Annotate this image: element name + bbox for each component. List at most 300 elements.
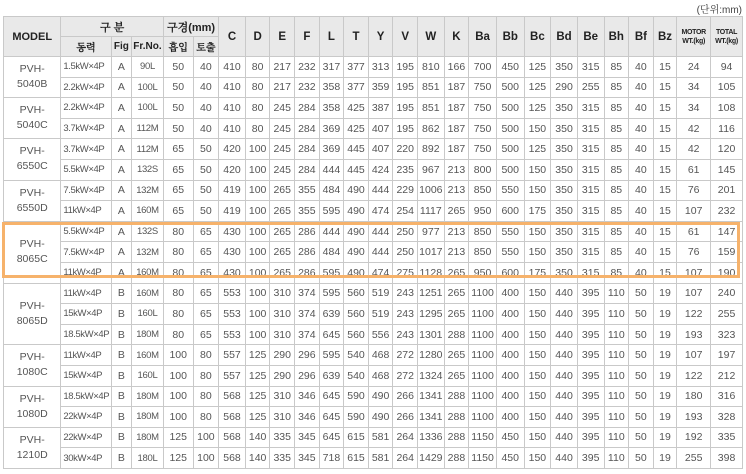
dimension-cell: 175: [524, 262, 551, 283]
dimension-cell: 315: [577, 242, 604, 263]
power-cell: 22kW×4P: [61, 407, 111, 428]
dimension-cell: 245: [270, 139, 295, 160]
frame-no-cell: 160L: [132, 365, 164, 386]
dimension-cell: 750: [469, 118, 497, 139]
dimension-cell: 645: [319, 427, 344, 448]
power-cell: 7.5kW×4P: [61, 180, 111, 201]
power-cell: 11kW×4P: [61, 201, 111, 222]
dimension-cell: 175: [524, 201, 551, 222]
dimension-cell: 265: [270, 242, 295, 263]
dimension-cell: 243: [393, 304, 418, 325]
dimension-cell: 15: [653, 180, 677, 201]
dimension-cell: 560: [344, 283, 369, 304]
dimension-cell: 500: [496, 77, 524, 98]
dimension-cell: 395: [577, 365, 604, 386]
dimension-cell: 100: [245, 221, 270, 242]
dimension-cell: 977: [418, 221, 445, 242]
dimension-cell: 265: [270, 262, 295, 283]
table-row: [4, 57, 743, 78]
model-name-line: PVH-: [19, 433, 45, 446]
dimension-cell: 400: [496, 345, 524, 366]
total-weight-cell: 147: [711, 221, 743, 242]
power-cell: 5.5kW×4P: [61, 221, 111, 242]
fig-cell: B: [111, 324, 131, 345]
dimension-cell: 350: [551, 139, 578, 160]
table-body: [4, 57, 743, 469]
motor-weight-cell: 76: [677, 180, 711, 201]
dimension-cell: 474: [368, 262, 393, 283]
dimension-cell: 100: [245, 159, 270, 180]
dimension-cell: 410: [219, 77, 246, 98]
dimension-cell: 150: [524, 345, 551, 366]
dimension-cell: 484: [319, 242, 344, 263]
dimension-cell: 519: [368, 283, 393, 304]
suction-bore-cell: 65: [163, 180, 193, 201]
dimension-cell: 560: [344, 304, 369, 325]
dimension-cell: 615: [344, 448, 369, 469]
dimension-cell: 85: [604, 159, 629, 180]
dimension-cell: 350: [551, 57, 578, 78]
dimension-cell: 346: [295, 386, 320, 407]
suction-bore-cell: 100: [163, 345, 193, 366]
suction-bore-cell: 65: [163, 201, 193, 222]
header-dim: V: [393, 17, 418, 57]
fig-cell: A: [111, 118, 131, 139]
model-name-line: 8065C: [16, 253, 48, 266]
model-name-line: PVH-: [19, 104, 45, 117]
dimension-cell: 100: [245, 139, 270, 160]
dimension-cell: 50: [629, 324, 654, 345]
dimension-cell: 140: [245, 427, 270, 448]
dimension-cell: 284: [295, 159, 320, 180]
dimension-cell: 950: [469, 262, 497, 283]
dimension-cell: 639: [319, 365, 344, 386]
dimension-cell: 245: [270, 98, 295, 119]
dimension-cell: 245: [270, 159, 295, 180]
discharge-bore-cell: 40: [193, 57, 219, 78]
dimension-cell: 377: [344, 57, 369, 78]
dimension-cell: 110: [604, 407, 629, 428]
dimension-cell: 213: [444, 221, 469, 242]
header-model: MODEL: [4, 17, 61, 57]
dimension-cell: 19: [653, 427, 677, 448]
frame-no-cell: 160M: [132, 262, 164, 283]
motor-weight-cell: 192: [677, 427, 711, 448]
dimension-cell: 19: [653, 386, 677, 407]
dimension-cell: 395: [577, 324, 604, 345]
motor-weight-cell: 193: [677, 407, 711, 428]
dimension-cell: 125: [524, 98, 551, 119]
dimension-cell: 275: [393, 262, 418, 283]
suction-bore-cell: 65: [163, 159, 193, 180]
dimension-cell: 377: [344, 77, 369, 98]
dimension-cell: 335: [270, 427, 295, 448]
dimension-cell: 350: [551, 98, 578, 119]
dimension-cell: 50: [629, 407, 654, 428]
model-cell: [4, 139, 61, 180]
total-weight-cell: 94: [711, 57, 743, 78]
dimension-cell: 125: [524, 77, 551, 98]
dimension-cell: 50: [629, 386, 654, 407]
dimension-cell: 288: [444, 386, 469, 407]
suction-bore-cell: 50: [163, 98, 193, 119]
dimension-cell: 80: [245, 98, 270, 119]
dimension-cell: 595: [319, 262, 344, 283]
header-dim: W: [418, 17, 445, 57]
dimension-cell: 150: [524, 180, 551, 201]
model-name-line: 1080C: [16, 366, 48, 379]
fig-cell: A: [111, 242, 131, 263]
frame-no-cell: 132M: [132, 242, 164, 263]
header-dim: L: [319, 17, 344, 57]
frame-no-cell: 132S: [132, 159, 164, 180]
power-cell: 11kW×4P: [61, 283, 111, 304]
motor-weight-cell: 193: [677, 324, 711, 345]
dimension-cell: 40: [629, 201, 654, 222]
pump-spec-table: [3, 16, 743, 469]
dimension-cell: 125: [524, 57, 551, 78]
dimension-cell: 600: [496, 262, 524, 283]
dimension-cell: 369: [319, 139, 344, 160]
motor-weight-cell: 61: [677, 221, 711, 242]
dimension-cell: 296: [295, 365, 320, 386]
dimension-cell: 272: [393, 365, 418, 386]
header-dim: Bd: [551, 17, 578, 57]
dimension-cell: 284: [295, 118, 320, 139]
fig-cell: A: [111, 180, 131, 201]
model-cell: [4, 98, 61, 139]
dimension-cell: 265: [270, 180, 295, 201]
dimension-cell: 444: [368, 242, 393, 263]
dimension-cell: 425: [344, 118, 369, 139]
dimension-cell: 254: [393, 201, 418, 222]
suction-bore-cell: 80: [163, 221, 193, 242]
dimension-cell: 140: [245, 448, 270, 469]
dimension-cell: 50: [629, 345, 654, 366]
dimension-cell: 359: [368, 77, 393, 98]
dimension-cell: 110: [604, 304, 629, 325]
dimension-cell: 1100: [469, 386, 497, 407]
frame-no-cell: 132S: [132, 221, 164, 242]
dimension-cell: 1006: [418, 180, 445, 201]
model-name-line: PVH-: [19, 145, 45, 158]
fig-cell: A: [111, 98, 131, 119]
dimension-cell: 265: [270, 221, 295, 242]
model-cell: [4, 345, 61, 386]
fig-cell: B: [111, 407, 131, 428]
dimension-cell: 430: [219, 221, 246, 242]
total-weight-cell: 201: [711, 180, 743, 201]
dimension-cell: 217: [270, 77, 295, 98]
discharge-bore-cell: 80: [193, 407, 219, 428]
dimension-cell: 1100: [469, 365, 497, 386]
dimension-cell: 800: [469, 159, 497, 180]
discharge-bore-cell: 40: [193, 118, 219, 139]
dimension-cell: 700: [469, 57, 497, 78]
power-cell: 2.2kW×4P: [61, 77, 111, 98]
dimension-cell: 645: [319, 386, 344, 407]
fig-cell: B: [111, 283, 131, 304]
dimension-cell: 310: [270, 407, 295, 428]
motor-weight-cell: 34: [677, 98, 711, 119]
dimension-cell: 213: [444, 242, 469, 263]
table-row: [4, 262, 743, 283]
header-dim: Be: [577, 17, 604, 57]
model-cell: [4, 386, 61, 427]
header-dim: Bz: [653, 17, 677, 57]
dimension-cell: 550: [496, 221, 524, 242]
total-weight-cell: 159: [711, 242, 743, 263]
dimension-cell: 850: [469, 242, 497, 263]
frame-no-cell: 160M: [132, 283, 164, 304]
dimension-cell: 290: [551, 77, 578, 98]
dimension-cell: 395: [577, 386, 604, 407]
header-fig: Fig: [111, 37, 131, 57]
dimension-cell: 862: [418, 118, 445, 139]
dimension-cell: 500: [496, 159, 524, 180]
dimension-cell: 100: [245, 283, 270, 304]
discharge-bore-cell: 80: [193, 386, 219, 407]
total-weight-cell: 116: [711, 118, 743, 139]
dimension-cell: 400: [496, 407, 524, 428]
table-row: [4, 118, 743, 139]
frame-no-cell: 132M: [132, 180, 164, 201]
dimension-cell: 345: [295, 448, 320, 469]
dimension-cell: 100: [245, 201, 270, 222]
dimension-cell: 125: [524, 139, 551, 160]
total-weight-cell: 240: [711, 283, 743, 304]
dimension-cell: 232: [295, 77, 320, 98]
dimension-cell: 286: [295, 262, 320, 283]
dimension-cell: 85: [604, 180, 629, 201]
suction-bore-cell: 100: [163, 407, 193, 428]
dimension-cell: 40: [629, 139, 654, 160]
dimension-cell: 556: [368, 324, 393, 345]
dimension-cell: 195: [393, 118, 418, 139]
total-weight-cell: 145: [711, 159, 743, 180]
total-weight-cell: 105: [711, 77, 743, 98]
frame-no-cell: 180L: [132, 448, 164, 469]
dimension-cell: 395: [577, 407, 604, 428]
dimension-cell: 220: [393, 139, 418, 160]
dimension-cell: 355: [295, 180, 320, 201]
suction-bore-cell: 80: [163, 262, 193, 283]
dimension-cell: 595: [319, 283, 344, 304]
dimension-cell: 1100: [469, 345, 497, 366]
suction-bore-cell: 80: [163, 283, 193, 304]
dimension-cell: 369: [319, 118, 344, 139]
power-cell: 15kW×4P: [61, 304, 111, 325]
discharge-bore-cell: 40: [193, 77, 219, 98]
dimension-cell: 213: [444, 159, 469, 180]
dimension-cell: 243: [393, 283, 418, 304]
dimension-cell: 1150: [469, 448, 497, 469]
dimension-cell: 400: [496, 283, 524, 304]
dimension-cell: 595: [319, 201, 344, 222]
suction-bore-cell: 80: [163, 242, 193, 263]
dimension-cell: 440: [551, 283, 578, 304]
dimension-cell: 639: [319, 304, 344, 325]
dimension-cell: 440: [551, 427, 578, 448]
dimension-cell: 450: [496, 448, 524, 469]
power-cell: 3.7kW×4P: [61, 139, 111, 160]
dimension-cell: 110: [604, 448, 629, 469]
dimension-cell: 310: [270, 304, 295, 325]
dimension-cell: 265: [444, 365, 469, 386]
dimension-cell: 440: [551, 407, 578, 428]
dimension-cell: 40: [629, 242, 654, 263]
fig-cell: A: [111, 221, 131, 242]
dimension-cell: 286: [295, 221, 320, 242]
dimension-cell: 19: [653, 324, 677, 345]
dimension-cell: 40: [629, 57, 654, 78]
dimension-cell: 410: [219, 57, 246, 78]
dimension-cell: 568: [219, 427, 246, 448]
power-cell: 7.5kW×4P: [61, 242, 111, 263]
dimension-cell: 110: [604, 427, 629, 448]
dimension-cell: 581: [368, 427, 393, 448]
dimension-cell: 213: [444, 180, 469, 201]
discharge-bore-cell: 65: [193, 324, 219, 345]
dimension-cell: 15: [653, 159, 677, 180]
dimension-cell: 125: [245, 365, 270, 386]
dimension-cell: 166: [444, 57, 469, 78]
discharge-bore-cell: 50: [193, 159, 219, 180]
discharge-bore-cell: 65: [193, 304, 219, 325]
dimension-cell: 40: [629, 118, 654, 139]
dimension-cell: 150: [524, 386, 551, 407]
dimension-cell: 315: [577, 201, 604, 222]
table-row: [4, 304, 743, 325]
fig-cell: A: [111, 77, 131, 98]
fig-cell: A: [111, 57, 131, 78]
dimension-cell: 150: [524, 407, 551, 428]
dimension-cell: 445: [344, 139, 369, 160]
dimension-cell: 440: [551, 345, 578, 366]
motor-weight-cell: 42: [677, 139, 711, 160]
dimension-cell: 420: [219, 139, 246, 160]
model-name-line: 6550C: [16, 160, 48, 173]
dimension-cell: 110: [604, 386, 629, 407]
header-dim: D: [245, 17, 270, 57]
header-dim: Bb: [496, 17, 524, 57]
header-dim: Bc: [524, 17, 551, 57]
dimension-cell: 540: [344, 345, 369, 366]
dimension-cell: 484: [319, 180, 344, 201]
suction-bore-cell: 80: [163, 304, 193, 325]
dimension-cell: 315: [577, 98, 604, 119]
header-dim: Bf: [629, 17, 654, 57]
dimension-cell: 290: [270, 345, 295, 366]
dimension-cell: 540: [344, 365, 369, 386]
dimension-cell: 410: [219, 118, 246, 139]
model-name-line: 1210D: [16, 448, 48, 461]
dimension-cell: 296: [295, 345, 320, 366]
dimension-cell: 85: [604, 221, 629, 242]
dimension-cell: 557: [219, 365, 246, 386]
discharge-bore-cell: 65: [193, 283, 219, 304]
discharge-bore-cell: 50: [193, 139, 219, 160]
dimension-cell: 850: [469, 221, 497, 242]
dimension-cell: 80: [245, 118, 270, 139]
fig-cell: A: [111, 201, 131, 222]
dimension-cell: 1150: [469, 427, 497, 448]
dimension-cell: 718: [319, 448, 344, 469]
dimension-cell: 40: [629, 180, 654, 201]
dimension-cell: 444: [368, 180, 393, 201]
discharge-bore-cell: 65: [193, 242, 219, 263]
dimension-cell: 550: [496, 242, 524, 263]
total-weight-cell: 212: [711, 365, 743, 386]
header-total-wt: TOTAL WT.(kg): [711, 17, 743, 57]
table-row: [4, 180, 743, 201]
dimension-cell: 444: [319, 221, 344, 242]
table-row: [4, 77, 743, 98]
total-weight-cell: 108: [711, 98, 743, 119]
dimension-cell: 395: [577, 345, 604, 366]
fig-cell: B: [111, 427, 131, 448]
dimension-cell: 266: [393, 386, 418, 407]
dimension-cell: 1100: [469, 283, 497, 304]
dimension-cell: 1251: [418, 283, 445, 304]
dimension-cell: 15: [653, 201, 677, 222]
dimension-cell: 350: [551, 201, 578, 222]
power-cell: 2.2kW×4P: [61, 98, 111, 119]
dimension-cell: 335: [270, 448, 295, 469]
frame-no-cell: 180M: [132, 324, 164, 345]
header-row-top: [4, 17, 743, 37]
dimension-cell: 15: [653, 77, 677, 98]
dimension-cell: 645: [319, 407, 344, 428]
dimension-cell: 265: [444, 345, 469, 366]
dimension-cell: 430: [219, 262, 246, 283]
dimension-cell: 500: [496, 118, 524, 139]
dimension-cell: 407: [368, 139, 393, 160]
dimension-cell: 265: [270, 201, 295, 222]
discharge-bore-cell: 80: [193, 345, 219, 366]
dimension-cell: 553: [219, 283, 246, 304]
table-row: [4, 448, 743, 469]
dimension-cell: 645: [319, 324, 344, 345]
dimension-cell: 750: [469, 98, 497, 119]
dimension-cell: 187: [444, 118, 469, 139]
model-cell: [4, 283, 61, 345]
dimension-cell: 1100: [469, 304, 497, 325]
motor-weight-cell: 107: [677, 283, 711, 304]
dimension-cell: 560: [344, 324, 369, 345]
dimension-cell: 350: [551, 242, 578, 263]
dimension-cell: 272: [393, 345, 418, 366]
fig-cell: B: [111, 386, 131, 407]
dimension-cell: 19: [653, 345, 677, 366]
dimension-cell: 395: [577, 427, 604, 448]
power-cell: 1.5kW×4P: [61, 57, 111, 78]
power-cell: 30kW×4P: [61, 448, 111, 469]
dimension-cell: 1295: [418, 304, 445, 325]
table-row: [4, 345, 743, 366]
dimension-cell: 150: [524, 283, 551, 304]
dimension-cell: 550: [496, 180, 524, 201]
dimension-cell: 85: [604, 118, 629, 139]
dimension-cell: 553: [219, 304, 246, 325]
dimension-cell: 15: [653, 98, 677, 119]
dimension-cell: 358: [319, 77, 344, 98]
dimension-cell: 50: [629, 448, 654, 469]
frame-no-cell: 160M: [132, 345, 164, 366]
dimension-cell: 187: [444, 139, 469, 160]
dimension-cell: 100: [245, 242, 270, 263]
table-row: [4, 365, 743, 386]
